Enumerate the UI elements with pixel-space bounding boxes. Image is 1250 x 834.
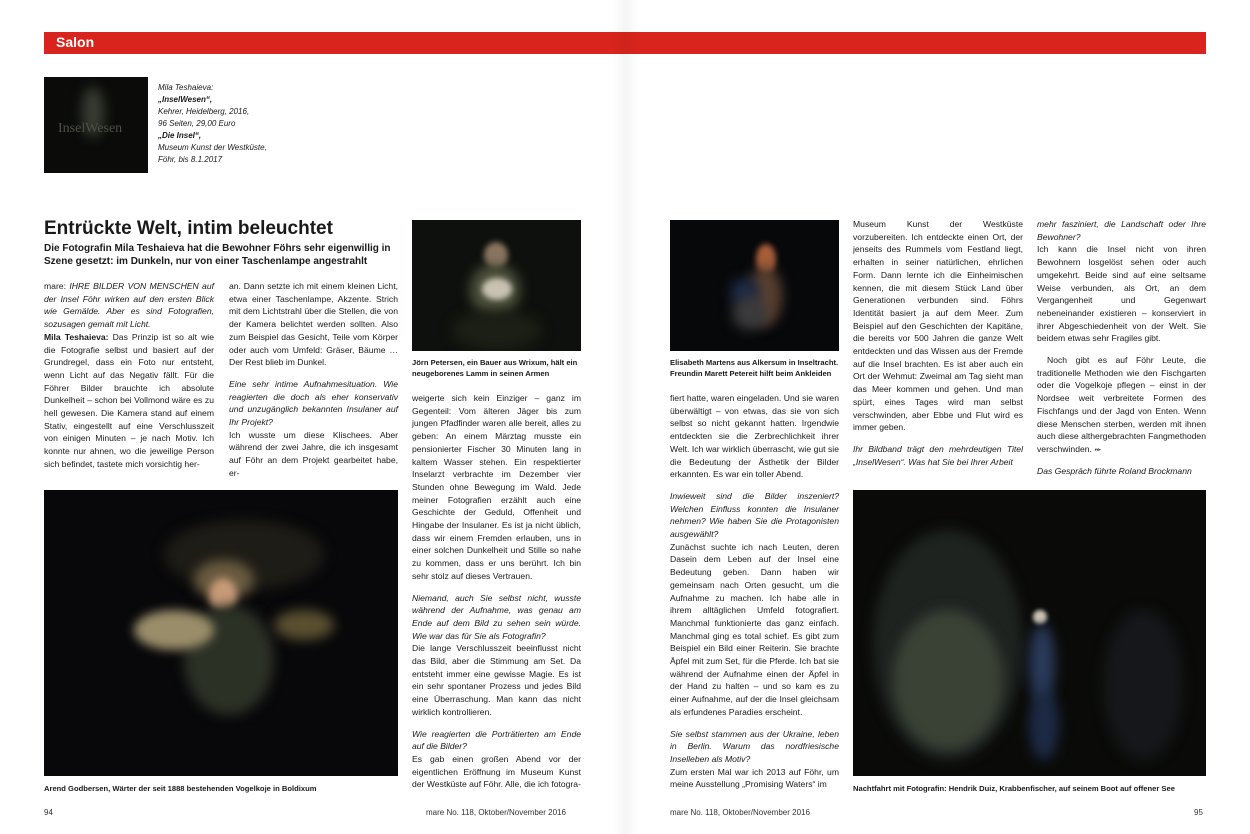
photo-two-women <box>670 220 839 351</box>
speaker-label: Mila Teshaieva: <box>44 331 109 342</box>
book-cover-title: InselWesen <box>58 121 123 136</box>
question-text: Sie selbst stammen aus der Ukraine, leben in Berlin. Warum das nordfriesische Inselleben als Motiv? <box>670 728 839 764</box>
answer-text: weigerte sich kein Einziger – ganz im Gegenteil: Vom älteren Jäger bis zum jungen Pfadfinder waren alle bereit, alles zu geben: An einem Märztag musste ein pensionierter Fischer 30 Minuten lang in kaltem Wasser stehen. Ein respektierter Inselarzt verbrachte im Dezember vier Stunden ohne Bewegung im Wald. Jede meiner Fotografien erzählt auch eine Geschichte der Geduld, Offenheit und Hingabe der Insulaner. Es ist ja nicht üblich, dass wir einem Fremden erlauben, uns in einer solchen Dunkelheit und Stille so nahe zu kommen, dass er uns berührt. Ich bin sehr stolz auf dieses Vertrauen. <box>412 393 581 581</box>
question-text: mehr fasziniert, die Landschaft oder Ihre Bewohner? <box>1037 219 1206 242</box>
photo-vogelkoje-keeper <box>44 490 398 776</box>
page-gutter <box>612 0 638 834</box>
answer-text: Noch gibt es auf Föhr Leute, die traditionelle Methoden wie den Fischgarten oder die Vogelkoje pflegen – einst in der Nordsee weit verbreitete Formen des Fischfangs und der Jagd von Enten. Wenn diese Menschen sterben, werden mit ihnen auch diese althergebrachten Fangmethoden verschwinden. <box>1037 355 1206 454</box>
article-headline: Entrückte Welt, intim beleuchtet <box>44 218 333 239</box>
column-1 <box>44 280 214 480</box>
answer-text: Ich kann die Insel nicht von ihren Bewohnern losgelöst sehen oder auch umgekehrt. Beide sind auf eine seltsame Weise verbunden, als Ort, an dem Vergangenheit und Gegenwart nebeneinander existieren – konserviert in ihrer Abgeschiedenheit von der Welt. Sie beidem etwas sehr Fragiles gibt. <box>1037 244 1206 344</box>
book-cover-thumbnail <box>44 77 148 173</box>
page-number-left: 94 <box>44 808 53 817</box>
page-number-right: 95 <box>1194 808 1203 817</box>
photo-fisherman <box>853 490 1206 776</box>
question-text: Ihr Bildband trägt den mehrdeutigen Titel „InselWesen“. Was hat Sie bei Ihrer Arbeit <box>853 443 1023 467</box>
answer-text: Zum ersten Mal war ich 2013 auf Föhr, um meine Ausstellung „Promising Waters“ im <box>670 766 839 790</box>
answer-text: Die lange Verschlusszeit beeinflusst nicht das Bild, aber die Stimmung am Set. Da entsteht immer eine gewisse Magie. Es ist ein sehr spontaner Prozess und jedes Bild eine Überraschung. Man kann das nicht wirklich kontrollieren. <box>412 643 581 717</box>
caption-fisherman: Nachtfahrt mit Fotografin: Hendrik Duiz, Krabbenfischer, auf seinem Boot auf offener See <box>853 784 1175 793</box>
column-5 <box>853 218 1023 468</box>
answer-text: fiert hatte, waren eingeladen. Und sie waren überwältigt – von etwas, das sie von sich selbst so nicht gekannt hatten. Irgendwie entdeckten sie die Zerbrechlichkeit ihrer Welt. Ich war wirklich überrascht, wie gut sie die Bedeutung der Ästhetik der Bilder erkannten. Es war ein toller Abend. <box>670 393 839 480</box>
answer-text: Es gab einen großen Abend vor der eigentlichen Eröffnung im Museum Kunst der Westküste auf Föhr. Alle, die ich fotogra- <box>412 753 581 790</box>
question-text: Inwieweit sind die Bilder inszeniert? Welchen Einfluss konnten die Insulaner nehmen? Wie haben Sie die Protagonisten ausgewählt? <box>670 490 839 540</box>
question-text: Eine sehr intime Aufnahmesituation. Wie reagierten die doch als eher konservativ und unzugänglich bekannten Insulaner auf Ihr Projekt? <box>229 378 398 428</box>
book-info: Mila Teshaieva: „InselWesen“, Kehrer, Heidelberg, 2016, 96 Seiten, 29,00 Euro „Die Insel“, Museum Kunst der Westküste, Föhr, bis 8.1.2017 <box>158 83 267 164</box>
caption-farmer: Jörn Petersen, ein Bauer aus Wrixum, hält ein neugeborenes Lamm in seinen Armen <box>412 358 578 378</box>
answer-text: Das Prinzip ist so alt wie die Fotografie selbst und basiert auf der Grundregel, dass ein Foto nur entsteht, wenn Licht auf das Negativ fällt. Für die Föhrer Bilder brauchte ich absolute Dunkelheit – schon bei Vollmond wäre es zu hell gewesen. Die Kamera stand auf einem Stativ, eingestellt auf eine Verschlusszeit von einigen Minuten – je nach Motiv. Ich konnte nur ahnen, wo die jeweilige Person sich befindet, tastete mich vorsichtig her- <box>44 331 214 469</box>
issue-label-right: mare No. 118, Oktober/November 2016 <box>670 808 810 817</box>
issue-label-left: mare No. 118, Oktober/November 2016 <box>426 808 566 817</box>
intro-question: IHRE BILDER VON MENSCHEN auf der Insel Föhr wirken auf den ersten Blick wie Gemälde. Aber es sind Fotografien, sozusagen gemalt mit Licht. <box>44 281 214 330</box>
photo-farmer-lamb <box>412 220 581 351</box>
answer-text: Zunächst suchte ich nach Leuten, deren Dasein dem Leben auf der Insel eine Bedeutung geben. Dann haben wir gemeinsam nach Orten gesucht, um die Aufnahme zu machen. Ich habe alle in ihrem alltäglichen Umfeld fotografiert. Manchmal funktionierte das ganz einfach. Manchmal ging es total schief. Es gibt zum Beispiel ein Bild einer Reiterin. Sie brachte Äpfel mit zum Set, für die Pferde. Ich bat sie während der Aufnahme einen der Äpfel in der Hand zu halten – und so kam es zu einer Aufnahme, auf der die Insel gleichsam als erfundenes Paradies erscheint. <box>670 541 839 717</box>
end-mark-icon: ⬰ <box>1094 443 1102 454</box>
article-subhead: Die Fotografin Mila Teshaieva hat die Bewohner Föhrs sehr eigenwillig in Szene gesetzt: im Dunkeln, nur von einer Taschenlampe angestrahlt <box>44 243 391 267</box>
column-3 <box>412 392 581 800</box>
column-4 <box>670 392 839 800</box>
caption-vogelkoje: Arend Godbersen, Wärter der seit 1888 bestehenden Vogelkoje in Boldixum <box>44 784 317 793</box>
section-label: Salon <box>56 34 95 50</box>
interview-credit: Das Gespräch führte Roland Brockmann <box>1037 465 1192 476</box>
intro-prefix: mare: <box>44 281 66 291</box>
column-2 <box>229 280 398 489</box>
answer-text: an. Dann setzte ich mit einem kleinen Licht, etwa einer Taschenlampe, Akzente. Strich mit dem Lichtstrahl über die Stellen, die von der Kamera belichtet werden sollten. Also zum Beispiel das Gesicht, Teile vom Körper oder auch vom Umfeld: Gräser, Bäume … Der Rest blieb im Dunkel. <box>229 281 398 368</box>
answer-text: Ich wusste um diese Klischees. Aber während der zwei Jahre, die ich insgesamt auf Föhr an dem Projekt gearbeitet habe, er- <box>229 429 398 478</box>
caption-women: Elisabeth Martens aus Alkersum in Inseltracht. Freundin Marett Petereit hilft beim Ankleiden <box>670 358 839 378</box>
answer-text: Museum Kunst der Westküste vorzubereiten. Ich entdeckte einen Ort, der jenseits des Rummels vom Festland liegt, erhalten in seiner natürlichen, ehrlichen Form. Dann lernte ich die Einheimischen kennen, die mit diesem Stück Land über Generationen verbunden sind. Föhrs Identität basiert ja auf dem Meer. Zum Beispiel auf den Geschichten der Kapitäne, die bereits vor 500 Jahren die ganze Welt entdeckten und das Wissen aus der Fremde auf die Insel brachten. Es ist aber auch ein Ort der Wehmut: Zweimal am Tag sieht man das Meer kommen und gehen. Und man spürt, eines Tages wird man selbst verschwinden, aber Ebbe und Flut wird es immer geben. <box>853 219 1023 433</box>
question-text: Wie reagierten die Porträtierten am Ende auf die Bilder? <box>412 728 581 752</box>
column-6 <box>1037 218 1206 477</box>
question-text: Niemand, auch Sie selbst nicht, wusste während der Aufnahme, was genau am Ende auf dem Bild zu sehen sein würde. Wie war das für Sie als Fotografin? <box>412 592 581 641</box>
